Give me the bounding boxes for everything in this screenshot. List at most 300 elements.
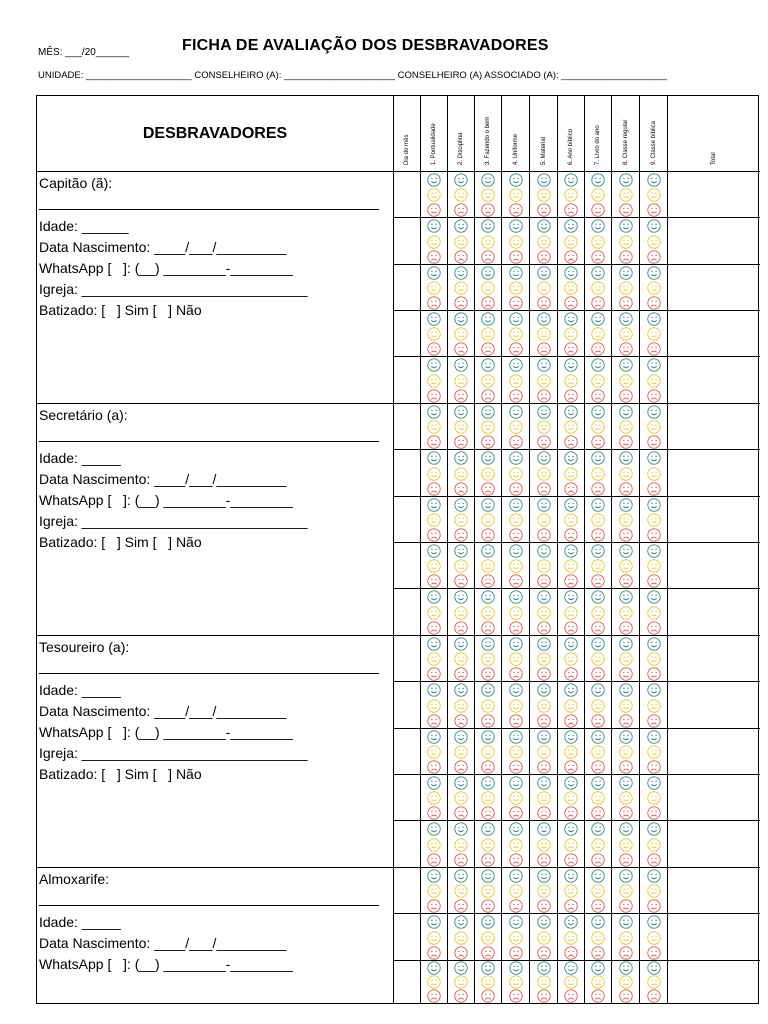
happy-face-icon[interactable] <box>454 312 468 326</box>
sad-face-icon[interactable] <box>509 667 523 681</box>
total-cell[interactable] <box>668 682 760 729</box>
sad-face-icon[interactable] <box>481 946 495 960</box>
happy-face-icon[interactable] <box>481 822 495 836</box>
sad-face-icon[interactable] <box>591 667 605 681</box>
happy-face-icon[interactable] <box>509 961 523 975</box>
sad-face-icon[interactable] <box>481 482 495 496</box>
rating-cell[interactable] <box>475 636 502 682</box>
happy-face-icon[interactable] <box>591 730 605 744</box>
sad-face-icon[interactable] <box>537 989 551 1003</box>
happy-face-icon[interactable] <box>537 266 551 280</box>
name-line[interactable] <box>39 423 379 442</box>
day-cell[interactable] <box>394 821 421 868</box>
sad-face-icon[interactable] <box>481 342 495 356</box>
happy-face-icon[interactable] <box>564 498 578 512</box>
rating-cell[interactable] <box>475 497 502 543</box>
rating-cell[interactable] <box>421 682 448 729</box>
rating-cell[interactable] <box>558 682 585 729</box>
happy-face-icon[interactable] <box>427 358 441 372</box>
neutral-face-icon[interactable] <box>509 235 523 249</box>
happy-face-icon[interactable] <box>481 405 495 419</box>
sad-face-icon[interactable] <box>619 989 633 1003</box>
neutral-face-icon[interactable] <box>509 327 523 341</box>
neutral-face-icon[interactable] <box>564 606 578 620</box>
neutral-face-icon[interactable] <box>537 884 551 898</box>
rating-cell[interactable] <box>558 868 585 914</box>
sad-face-icon[interactable] <box>591 714 605 728</box>
rating-cell[interactable] <box>612 311 640 357</box>
neutral-face-icon[interactable] <box>647 513 661 527</box>
happy-face-icon[interactable] <box>454 498 468 512</box>
happy-face-icon[interactable] <box>454 358 468 372</box>
total-cell[interactable] <box>668 961 760 1003</box>
sad-face-icon[interactable] <box>509 389 523 403</box>
sad-face-icon[interactable] <box>564 714 578 728</box>
neutral-face-icon[interactable] <box>427 791 441 805</box>
happy-face-icon[interactable] <box>509 173 523 187</box>
rating-cell[interactable] <box>475 172 502 218</box>
happy-face-icon[interactable] <box>591 498 605 512</box>
neutral-face-icon[interactable] <box>537 235 551 249</box>
rating-cell[interactable] <box>530 821 558 868</box>
neutral-face-icon[interactable] <box>454 513 468 527</box>
rating-cell[interactable] <box>640 218 668 265</box>
happy-face-icon[interactable] <box>647 544 661 558</box>
rating-cell[interactable] <box>640 311 668 357</box>
total-cell[interactable] <box>668 775 760 821</box>
happy-face-icon[interactable] <box>619 776 633 790</box>
happy-face-icon[interactable] <box>427 776 441 790</box>
sad-face-icon[interactable] <box>427 621 441 635</box>
neutral-face-icon[interactable] <box>619 791 633 805</box>
happy-face-icon[interactable] <box>454 869 468 883</box>
neutral-face-icon[interactable] <box>537 513 551 527</box>
happy-face-icon[interactable] <box>619 173 633 187</box>
total-cell[interactable] <box>668 636 760 682</box>
happy-face-icon[interactable] <box>564 915 578 929</box>
rating-cell[interactable] <box>640 729 668 775</box>
happy-face-icon[interactable] <box>564 776 578 790</box>
happy-face-icon[interactable] <box>619 637 633 651</box>
rating-cell[interactable] <box>585 729 612 775</box>
sad-face-icon[interactable] <box>454 435 468 449</box>
happy-face-icon[interactable] <box>537 358 551 372</box>
rating-cell[interactable] <box>502 775 530 821</box>
sad-face-icon[interactable] <box>427 853 441 867</box>
sad-face-icon[interactable] <box>647 806 661 820</box>
happy-face-icon[interactable] <box>591 266 605 280</box>
total-cell[interactable] <box>668 821 760 868</box>
happy-face-icon[interactable] <box>591 637 605 651</box>
day-cell[interactable] <box>394 265 421 311</box>
happy-face-icon[interactable] <box>647 312 661 326</box>
happy-face-icon[interactable] <box>481 730 495 744</box>
rating-cell[interactable] <box>558 311 585 357</box>
sad-face-icon[interactable] <box>564 667 578 681</box>
rating-cell[interactable] <box>502 914 530 961</box>
happy-face-icon[interactable] <box>647 405 661 419</box>
sad-face-icon[interactable] <box>537 899 551 913</box>
sad-face-icon[interactable] <box>509 760 523 774</box>
member-field[interactable]: Idade: _____ <box>39 682 121 698</box>
sad-face-icon[interactable] <box>454 946 468 960</box>
happy-face-icon[interactable] <box>591 358 605 372</box>
happy-face-icon[interactable] <box>427 869 441 883</box>
neutral-face-icon[interactable] <box>647 559 661 573</box>
neutral-face-icon[interactable] <box>427 374 441 388</box>
happy-face-icon[interactable] <box>564 451 578 465</box>
neutral-face-icon[interactable] <box>591 327 605 341</box>
happy-face-icon[interactable] <box>619 451 633 465</box>
rating-cell[interactable] <box>475 868 502 914</box>
neutral-face-icon[interactable] <box>454 420 468 434</box>
happy-face-icon[interactable] <box>647 683 661 697</box>
rating-cell[interactable] <box>585 821 612 868</box>
rating-cell[interactable] <box>640 450 668 497</box>
member-field[interactable]: Batizado: [ ] Sim [ ] Não <box>39 534 202 550</box>
happy-face-icon[interactable] <box>591 451 605 465</box>
rating-cell[interactable] <box>612 914 640 961</box>
rating-cell[interactable] <box>421 497 448 543</box>
happy-face-icon[interactable] <box>537 219 551 233</box>
sad-face-icon[interactable] <box>647 203 661 217</box>
neutral-face-icon[interactable] <box>564 931 578 945</box>
sad-face-icon[interactable] <box>454 296 468 310</box>
sad-face-icon[interactable] <box>591 296 605 310</box>
neutral-face-icon[interactable] <box>647 975 661 989</box>
total-cell[interactable] <box>668 172 760 218</box>
happy-face-icon[interactable] <box>647 869 661 883</box>
sad-face-icon[interactable] <box>591 760 605 774</box>
day-cell[interactable] <box>394 682 421 729</box>
sad-face-icon[interactable] <box>509 806 523 820</box>
sad-face-icon[interactable] <box>647 667 661 681</box>
happy-face-icon[interactable] <box>591 869 605 883</box>
happy-face-icon[interactable] <box>537 730 551 744</box>
happy-face-icon[interactable] <box>454 730 468 744</box>
rating-cell[interactable] <box>475 311 502 357</box>
neutral-face-icon[interactable] <box>481 513 495 527</box>
neutral-face-icon[interactable] <box>647 467 661 481</box>
sad-face-icon[interactable] <box>537 621 551 635</box>
rating-cell[interactable] <box>530 404 558 450</box>
sad-face-icon[interactable] <box>454 806 468 820</box>
rating-cell[interactable] <box>612 868 640 914</box>
sad-face-icon[interactable] <box>564 899 578 913</box>
happy-face-icon[interactable] <box>454 776 468 790</box>
happy-face-icon[interactable] <box>481 544 495 558</box>
rating-cell[interactable] <box>475 775 502 821</box>
sad-face-icon[interactable] <box>591 853 605 867</box>
neutral-face-icon[interactable] <box>647 838 661 852</box>
member-field[interactable]: Data Nascimento: ____/___/_________ <box>39 239 287 255</box>
neutral-face-icon[interactable] <box>454 188 468 202</box>
name-line[interactable] <box>39 191 379 210</box>
rating-cell[interactable] <box>448 311 475 357</box>
sad-face-icon[interactable] <box>564 435 578 449</box>
happy-face-icon[interactable] <box>537 822 551 836</box>
neutral-face-icon[interactable] <box>647 791 661 805</box>
rating-cell[interactable] <box>421 543 448 589</box>
sad-face-icon[interactable] <box>537 806 551 820</box>
neutral-face-icon[interactable] <box>591 467 605 481</box>
happy-face-icon[interactable] <box>509 683 523 697</box>
neutral-face-icon[interactable] <box>647 281 661 295</box>
neutral-face-icon[interactable] <box>454 745 468 759</box>
neutral-face-icon[interactable] <box>509 931 523 945</box>
sad-face-icon[interactable] <box>481 574 495 588</box>
rating-cell[interactable] <box>558 775 585 821</box>
neutral-face-icon[interactable] <box>647 884 661 898</box>
neutral-face-icon[interactable] <box>509 606 523 620</box>
neutral-face-icon[interactable] <box>481 606 495 620</box>
happy-face-icon[interactable] <box>509 590 523 604</box>
sad-face-icon[interactable] <box>647 853 661 867</box>
sad-face-icon[interactable] <box>537 203 551 217</box>
day-cell[interactable] <box>394 636 421 682</box>
happy-face-icon[interactable] <box>591 312 605 326</box>
rating-cell[interactable] <box>612 404 640 450</box>
sad-face-icon[interactable] <box>537 714 551 728</box>
neutral-face-icon[interactable] <box>537 374 551 388</box>
happy-face-icon[interactable] <box>509 312 523 326</box>
rating-cell[interactable] <box>640 357 668 404</box>
sad-face-icon[interactable] <box>591 203 605 217</box>
sad-face-icon[interactable] <box>564 989 578 1003</box>
day-cell[interactable] <box>394 450 421 497</box>
neutral-face-icon[interactable] <box>481 374 495 388</box>
total-cell[interactable] <box>668 404 760 450</box>
rating-cell[interactable] <box>640 404 668 450</box>
member-field[interactable]: Idade: ______ <box>39 218 129 234</box>
neutral-face-icon[interactable] <box>481 327 495 341</box>
total-cell[interactable] <box>668 497 760 543</box>
neutral-face-icon[interactable] <box>564 559 578 573</box>
rating-cell[interactable] <box>475 218 502 265</box>
neutral-face-icon[interactable] <box>454 699 468 713</box>
neutral-face-icon[interactable] <box>591 374 605 388</box>
sad-face-icon[interactable] <box>454 574 468 588</box>
happy-face-icon[interactable] <box>454 637 468 651</box>
sad-face-icon[interactable] <box>591 621 605 635</box>
neutral-face-icon[interactable] <box>454 884 468 898</box>
sad-face-icon[interactable] <box>427 899 441 913</box>
neutral-face-icon[interactable] <box>537 467 551 481</box>
rating-cell[interactable] <box>475 961 502 1003</box>
neutral-face-icon[interactable] <box>564 699 578 713</box>
rating-cell[interactable] <box>530 218 558 265</box>
sad-face-icon[interactable] <box>619 853 633 867</box>
neutral-face-icon[interactable] <box>454 606 468 620</box>
total-cell[interactable] <box>668 914 760 961</box>
rating-cell[interactable] <box>558 404 585 450</box>
rating-cell[interactable] <box>530 775 558 821</box>
neutral-face-icon[interactable] <box>509 559 523 573</box>
neutral-face-icon[interactable] <box>481 791 495 805</box>
sad-face-icon[interactable] <box>481 250 495 264</box>
sad-face-icon[interactable] <box>427 482 441 496</box>
rating-cell[interactable] <box>530 265 558 311</box>
rating-cell[interactable] <box>530 589 558 636</box>
day-cell[interactable] <box>394 729 421 775</box>
rating-cell[interactable] <box>448 821 475 868</box>
neutral-face-icon[interactable] <box>537 559 551 573</box>
sad-face-icon[interactable] <box>481 667 495 681</box>
sad-face-icon[interactable] <box>619 760 633 774</box>
rating-cell[interactable] <box>558 357 585 404</box>
sad-face-icon[interactable] <box>509 621 523 635</box>
sad-face-icon[interactable] <box>454 989 468 1003</box>
neutral-face-icon[interactable] <box>509 699 523 713</box>
happy-face-icon[interactable] <box>427 822 441 836</box>
sad-face-icon[interactable] <box>564 389 578 403</box>
member-field[interactable]: WhatsApp [ ]: (__) ________-________ <box>39 956 293 972</box>
neutral-face-icon[interactable] <box>509 884 523 898</box>
sad-face-icon[interactable] <box>647 946 661 960</box>
rating-cell[interactable] <box>530 636 558 682</box>
neutral-face-icon[interactable] <box>619 281 633 295</box>
happy-face-icon[interactable] <box>619 915 633 929</box>
neutral-face-icon[interactable] <box>619 699 633 713</box>
rating-cell[interactable] <box>640 636 668 682</box>
neutral-face-icon[interactable] <box>427 745 441 759</box>
sad-face-icon[interactable] <box>537 250 551 264</box>
sad-face-icon[interactable] <box>509 574 523 588</box>
rating-cell[interactable] <box>612 218 640 265</box>
sad-face-icon[interactable] <box>619 528 633 542</box>
rating-cell[interactable] <box>585 543 612 589</box>
happy-face-icon[interactable] <box>427 683 441 697</box>
happy-face-icon[interactable] <box>591 683 605 697</box>
rating-cell[interactable] <box>530 914 558 961</box>
rating-cell[interactable] <box>640 775 668 821</box>
sad-face-icon[interactable] <box>427 296 441 310</box>
happy-face-icon[interactable] <box>564 683 578 697</box>
neutral-face-icon[interactable] <box>537 699 551 713</box>
happy-face-icon[interactable] <box>564 544 578 558</box>
happy-face-icon[interactable] <box>427 637 441 651</box>
happy-face-icon[interactable] <box>509 915 523 929</box>
neutral-face-icon[interactable] <box>647 745 661 759</box>
neutral-face-icon[interactable] <box>509 745 523 759</box>
happy-face-icon[interactable] <box>619 266 633 280</box>
sad-face-icon[interactable] <box>619 389 633 403</box>
neutral-face-icon[interactable] <box>427 975 441 989</box>
sad-face-icon[interactable] <box>564 250 578 264</box>
rating-cell[interactable] <box>558 543 585 589</box>
neutral-face-icon[interactable] <box>647 931 661 945</box>
neutral-face-icon[interactable] <box>564 235 578 249</box>
rating-cell[interactable] <box>612 543 640 589</box>
rating-cell[interactable] <box>421 357 448 404</box>
neutral-face-icon[interactable] <box>564 884 578 898</box>
neutral-face-icon[interactable] <box>454 374 468 388</box>
rating-cell[interactable] <box>612 589 640 636</box>
happy-face-icon[interactable] <box>427 312 441 326</box>
happy-face-icon[interactable] <box>647 590 661 604</box>
member-field[interactable]: Idade: _____ <box>39 914 121 930</box>
rating-cell[interactable] <box>502 729 530 775</box>
happy-face-icon[interactable] <box>591 590 605 604</box>
happy-face-icon[interactable] <box>537 915 551 929</box>
neutral-face-icon[interactable] <box>619 235 633 249</box>
sad-face-icon[interactable] <box>454 621 468 635</box>
happy-face-icon[interactable] <box>481 266 495 280</box>
rating-cell[interactable] <box>558 961 585 1003</box>
rating-cell[interactable] <box>530 729 558 775</box>
happy-face-icon[interactable] <box>454 266 468 280</box>
happy-face-icon[interactable] <box>647 451 661 465</box>
neutral-face-icon[interactable] <box>591 931 605 945</box>
sad-face-icon[interactable] <box>454 250 468 264</box>
neutral-face-icon[interactable] <box>591 975 605 989</box>
neutral-face-icon[interactable] <box>591 281 605 295</box>
neutral-face-icon[interactable] <box>619 975 633 989</box>
neutral-face-icon[interactable] <box>509 281 523 295</box>
day-cell[interactable] <box>394 357 421 404</box>
happy-face-icon[interactable] <box>454 219 468 233</box>
sad-face-icon[interactable] <box>481 621 495 635</box>
rating-cell[interactable] <box>585 311 612 357</box>
sad-face-icon[interactable] <box>647 482 661 496</box>
rating-cell[interactable] <box>558 821 585 868</box>
neutral-face-icon[interactable] <box>619 513 633 527</box>
neutral-face-icon[interactable] <box>647 420 661 434</box>
sad-face-icon[interactable] <box>591 482 605 496</box>
neutral-face-icon[interactable] <box>647 235 661 249</box>
sad-face-icon[interactable] <box>591 989 605 1003</box>
happy-face-icon[interactable] <box>564 590 578 604</box>
neutral-face-icon[interactable] <box>537 745 551 759</box>
neutral-face-icon[interactable] <box>564 374 578 388</box>
neutral-face-icon[interactable] <box>564 745 578 759</box>
sad-face-icon[interactable] <box>564 296 578 310</box>
rating-cell[interactable] <box>421 311 448 357</box>
sad-face-icon[interactable] <box>591 574 605 588</box>
happy-face-icon[interactable] <box>537 312 551 326</box>
happy-face-icon[interactable] <box>591 915 605 929</box>
rating-cell[interactable] <box>640 914 668 961</box>
happy-face-icon[interactable] <box>564 822 578 836</box>
rating-cell[interactable] <box>448 961 475 1003</box>
happy-face-icon[interactable] <box>427 173 441 187</box>
sad-face-icon[interactable] <box>564 853 578 867</box>
rating-cell[interactable] <box>585 497 612 543</box>
neutral-face-icon[interactable] <box>427 838 441 852</box>
happy-face-icon[interactable] <box>619 590 633 604</box>
sad-face-icon[interactable] <box>427 760 441 774</box>
sad-face-icon[interactable] <box>509 250 523 264</box>
rating-cell[interactable] <box>530 868 558 914</box>
happy-face-icon[interactable] <box>427 915 441 929</box>
member-field[interactable]: Data Nascimento: ____/___/_________ <box>39 703 287 719</box>
rating-cell[interactable] <box>585 636 612 682</box>
happy-face-icon[interactable] <box>427 405 441 419</box>
rating-cell[interactable] <box>421 868 448 914</box>
rating-cell[interactable] <box>448 497 475 543</box>
sad-face-icon[interactable] <box>564 806 578 820</box>
rating-cell[interactable] <box>585 357 612 404</box>
neutral-face-icon[interactable] <box>427 884 441 898</box>
happy-face-icon[interactable] <box>481 219 495 233</box>
day-cell[interactable] <box>394 589 421 636</box>
neutral-face-icon[interactable] <box>427 281 441 295</box>
neutral-face-icon[interactable] <box>537 327 551 341</box>
member-field[interactable]: WhatsApp [ ]: (__) ________-________ <box>39 492 293 508</box>
sad-face-icon[interactable] <box>537 342 551 356</box>
happy-face-icon[interactable] <box>564 266 578 280</box>
rating-cell[interactable] <box>421 172 448 218</box>
